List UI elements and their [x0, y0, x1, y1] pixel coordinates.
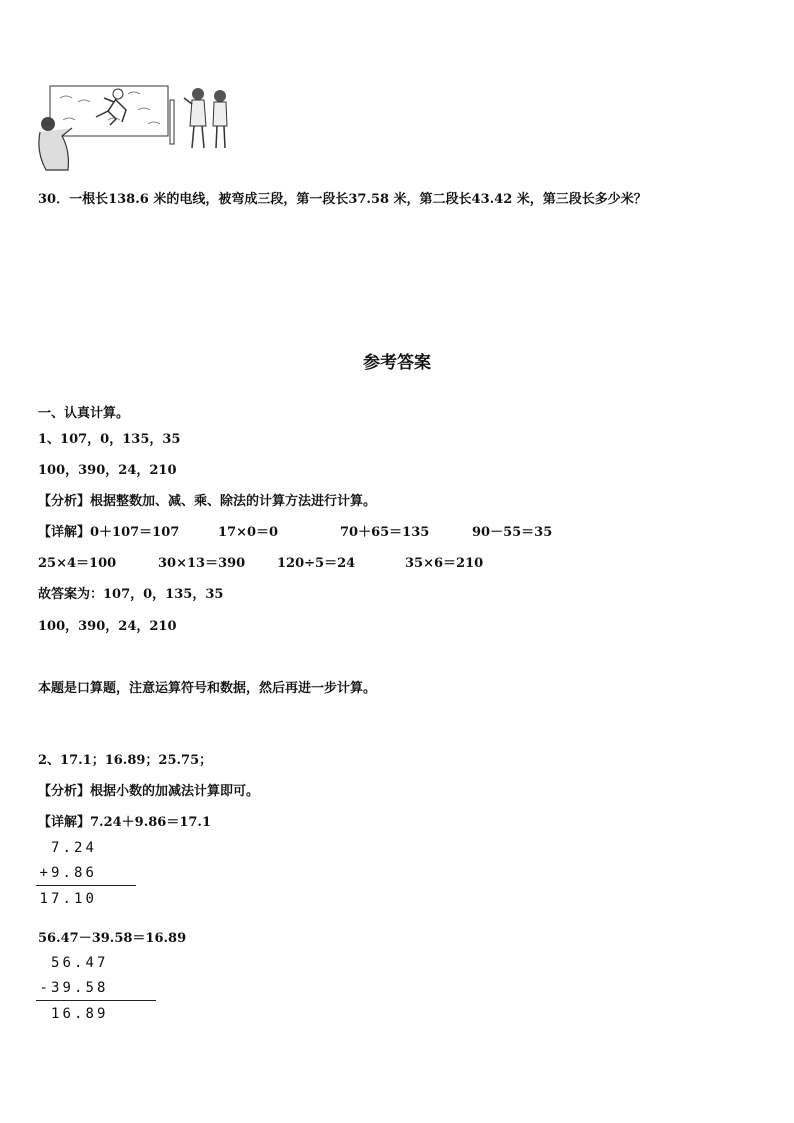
- item1-final-answer-line1: 故答案为：107，0，135，35: [38, 587, 224, 602]
- subtraction-equation: 56.47－39.58＝16.89: [38, 931, 187, 946]
- item1-eq4: 90－55＝35: [472, 525, 553, 540]
- section-heading: 一、认真计算。: [38, 406, 130, 421]
- answers-title: 参考答案: [363, 353, 431, 373]
- item2-analysis: 【分析】根据小数的加减法计算即可。: [38, 784, 260, 799]
- item1-eq6: 30×13＝390: [158, 556, 246, 571]
- addition-row2: + 9 . 8 6: [39, 865, 94, 881]
- item1-analysis: 【分析】根据整数加、减、乘、除法的计算方法进行计算。: [38, 494, 377, 509]
- item1-final-answer-line2: 100，390，24，210: [38, 619, 177, 634]
- addition-result: 1 7 . 1 0: [39, 891, 94, 907]
- subtraction-row1: 5 6 . 4 7: [51, 955, 106, 971]
- item1-note: 本题是口算题，注意运算符号和数据，然后再进一步计算。: [38, 681, 377, 696]
- long-jump-illustration: [38, 80, 243, 172]
- addition-rule: [36, 885, 136, 886]
- subtraction-result: 1 6 . 8 9: [51, 1006, 106, 1022]
- addition-row1: 7 . 2 4: [51, 840, 94, 856]
- item1-eq8: 35×6＝210: [405, 556, 484, 571]
- item1-detail-eq1: 【详解】0＋107＝107: [38, 525, 180, 540]
- item2-answer-line: 2、17.1；16.89；25.75；: [38, 753, 213, 768]
- item1-eq5: 25×4＝100: [38, 556, 117, 571]
- question-30: 30．一根长138.6 米的电线，被弯成三段，第一段长37.58 米，第二段长43.42 米，第三段长多少米？: [38, 192, 647, 207]
- item1-answer-line2: 100，390，24，210: [38, 463, 177, 478]
- subtraction-rule: [36, 1000, 156, 1001]
- item2-detail: 【详解】7.24＋9.86＝17.1: [38, 815, 211, 830]
- item1-answer-line1: 1、107，0，135，35: [38, 432, 181, 447]
- item1-eq7: 120÷5＝24: [277, 556, 356, 571]
- subtraction-row2: - 3 9 . 5 8: [39, 980, 106, 996]
- item1-eq3: 70＋65＝135: [340, 525, 430, 540]
- item1-eq2: 17×0＝0: [218, 525, 279, 540]
